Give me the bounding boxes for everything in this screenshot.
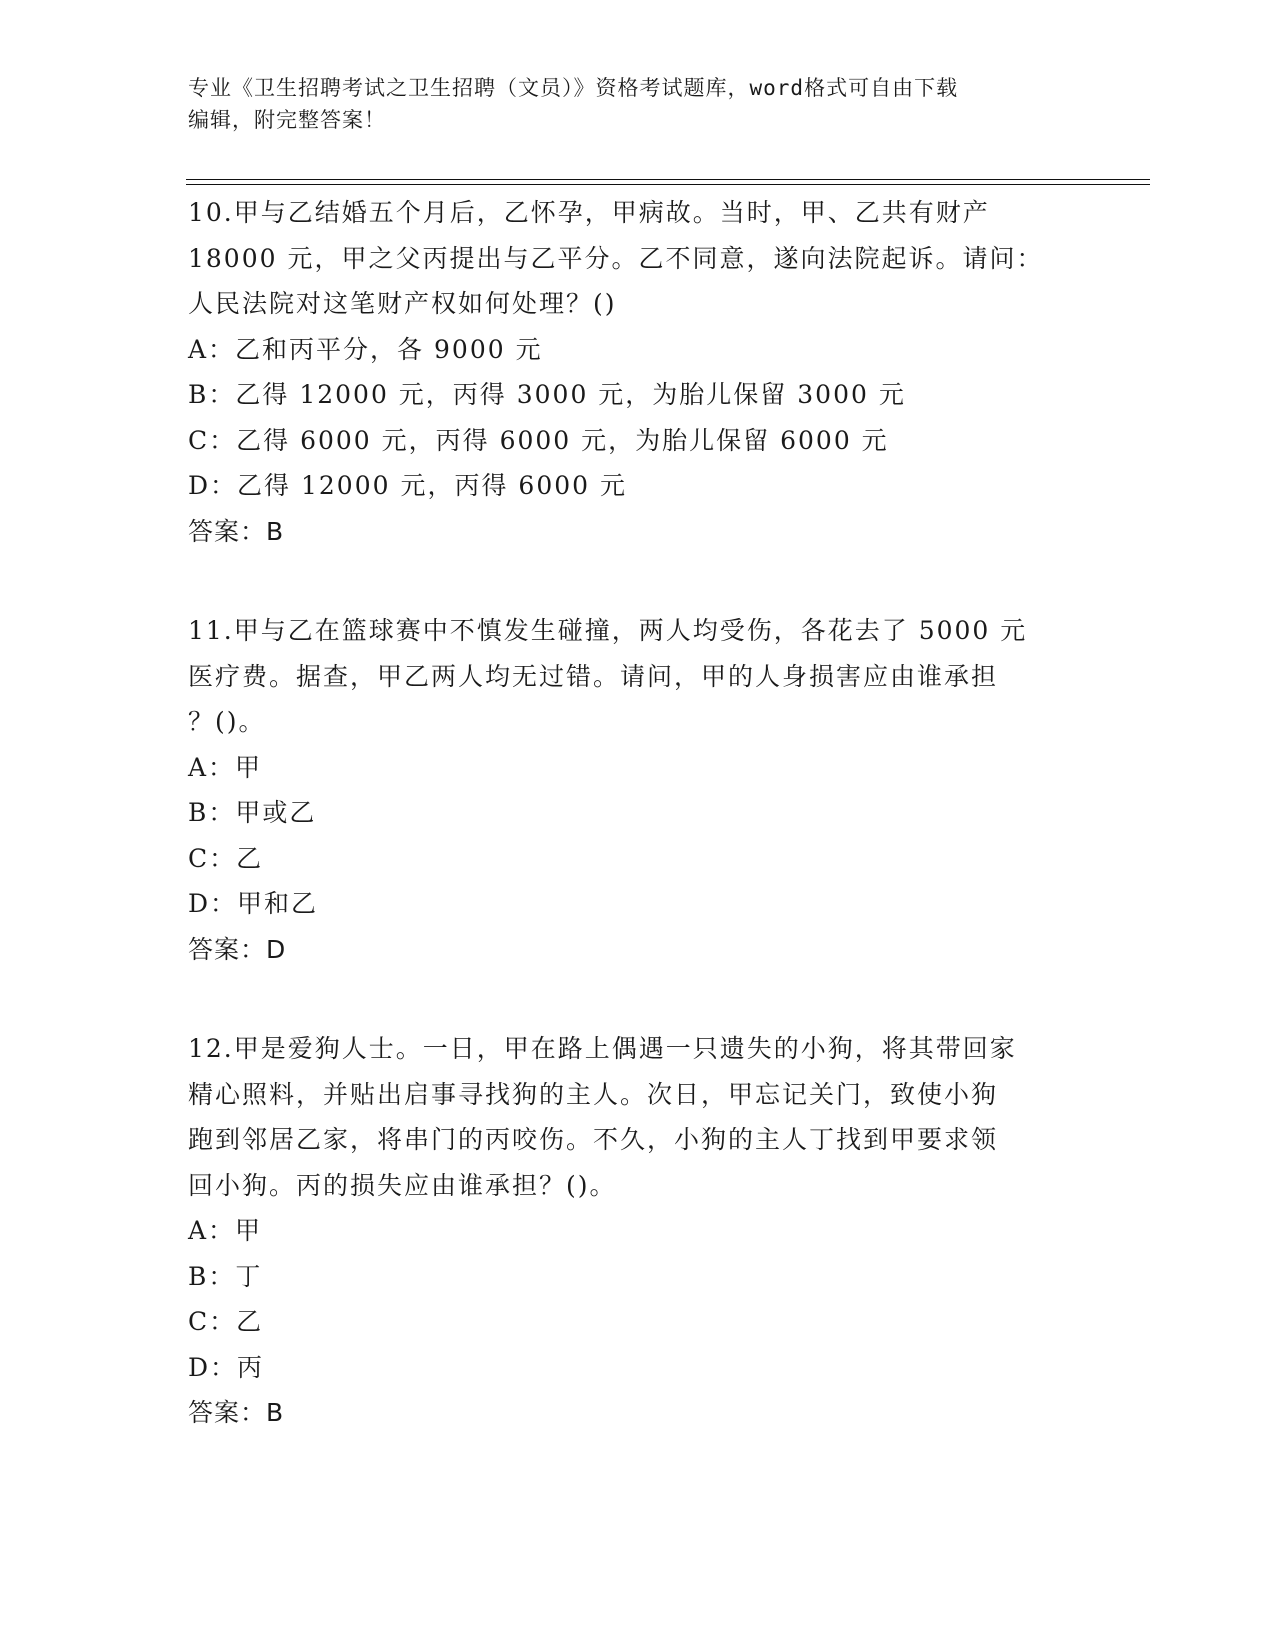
header-divider-bottom — [186, 184, 1150, 185]
question-11-option-b: B：甲或乙 — [188, 798, 317, 827]
question-12-option-a: A：甲 — [188, 1216, 263, 1245]
question-11-option-d: D：甲和乙 — [188, 889, 319, 918]
question-11-option-c: C：乙 — [188, 843, 264, 873]
question-list — [188, 190, 1088, 1490]
question-12-option-b: B：丁 — [188, 1261, 263, 1291]
question-12-line-4: 回小狗。丙的损失应由谁承担？()。 — [188, 1170, 617, 1200]
header-line-1: 专业《卫生招聘考试之卫生招聘（文员）》资格考试题库，word格式可自由下载 — [188, 76, 959, 100]
question-11-answer: 答案：D — [188, 934, 287, 964]
question-11-line-1: 11.甲与乙在篮球赛中不慎发生碰撞，两人均受伤，各花去了 5000 元 — [188, 616, 1028, 645]
question-11-option-a: A：甲 — [188, 752, 263, 782]
question-12-option-d: D：丙 — [188, 1352, 265, 1382]
question-11-line-2: 医疗费。据查，甲乙两人均无过错。请问，甲的人身损害应由谁承担 — [188, 661, 999, 691]
header-line-2: 编辑，附完整答案！ — [188, 108, 386, 132]
header-divider-top — [186, 179, 1150, 180]
question-12 — [188, 1026, 1088, 1436]
question-11-line-3: ？()。 — [188, 707, 266, 736]
question-12-option-c: C：乙 — [188, 1307, 264, 1336]
question-10-line-2: 18000 元，甲之父丙提出与乙平分。乙不同意，遂向法院起诉。请问： — [188, 243, 1044, 273]
question-10-line-1: 10.甲与乙结婚五个月后，乙怀孕，甲病故。当时，甲、乙共有财产 — [188, 198, 990, 227]
question-12-line-2: 精心照料，并贴出启事寻找狗的主人。次日，甲忘记关门，致使小狗 — [188, 1079, 999, 1109]
document-header — [188, 72, 1068, 136]
question-11 — [188, 608, 1088, 972]
question-12-answer: 答案：B — [188, 1398, 285, 1427]
question-10-answer: 答案：B — [188, 516, 285, 546]
question-12-line-3: 跑到邻居乙家，将串门的丙咬伤。不久，小狗的主人丁找到甲要求领 — [188, 1125, 999, 1154]
question-10-option-d: D：乙得 12000 元，丙得 6000 元 — [188, 471, 627, 500]
question-10-option-b: B：乙得 12000 元，丙得 3000 元，为胎儿保留 3000 元 — [188, 380, 906, 409]
question-10-option-c: C：乙得 6000 元，丙得 6000 元，为胎儿保留 6000 元 — [188, 425, 889, 455]
question-12-line-1: 12.甲是爱狗人士。一日，甲在路上偶遇一只遗失的小狗，将其带回家 — [188, 1034, 1017, 1063]
question-10-option-a: A：乙和丙平分，各 9000 元 — [188, 334, 543, 364]
question-10 — [188, 190, 1088, 554]
question-10-line-3: 人民法院对这笔财产权如何处理？() — [188, 289, 617, 318]
